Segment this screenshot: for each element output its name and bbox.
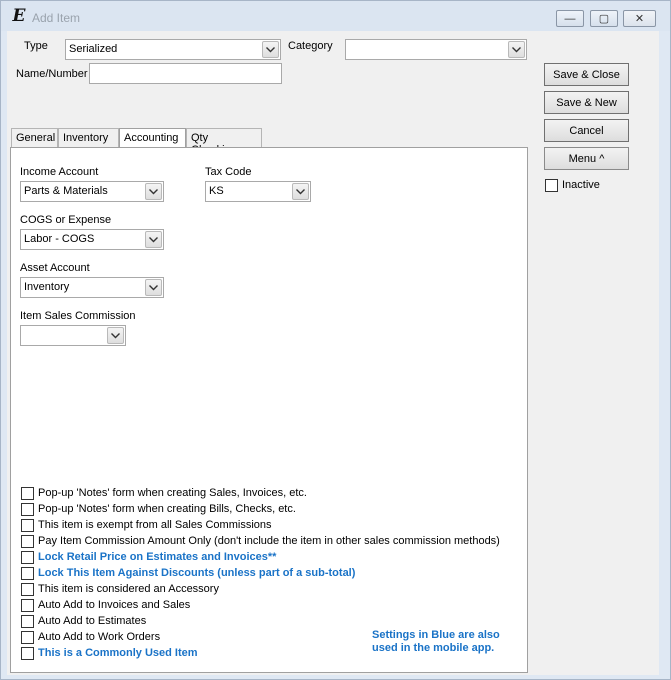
name-number-label: Name/Number [16,68,88,80]
option-checkbox[interactable] [21,567,34,580]
item-sales-commission-select[interactable] [20,325,126,346]
mobile-settings-note [372,629,532,655]
option-label: This item is considered an Accessory [38,583,219,595]
option-checkbox[interactable] [21,583,34,596]
chevron-down-icon[interactable] [508,41,525,58]
option-label: Auto Add to Work Orders [38,631,161,643]
mobile-note-line-1: Settings in Blue are also [372,629,500,641]
tax-code-select[interactable] [205,181,311,202]
type-select[interactable] [65,39,281,60]
option-label: Pop-up 'Notes' form when creating Bills, Checks, etc. [38,503,296,515]
option-label: Auto Add to Invoices and Sales [38,599,191,611]
item-sales-commission-label: Item Sales Commission [20,310,136,322]
minimize-icon: — [564,12,576,25]
cogs-expense-value: Labor - COGS [24,233,95,245]
option-checkbox[interactable] [21,631,34,644]
chevron-down-icon[interactable] [262,41,279,58]
type-select-value: Serialized [69,43,118,55]
option-label: This item is exempt from all Sales Commissions [38,519,272,531]
tab-general[interactable]: General [11,128,58,148]
option-checkbox[interactable] [21,599,34,612]
tab-accounting[interactable]: Accounting [119,128,186,149]
category-label: Category [288,40,333,52]
save-close-button[interactable]: Save & Close [544,63,629,86]
close-button[interactable] [623,10,656,27]
chevron-down-icon[interactable] [145,231,162,248]
option-checkbox[interactable] [21,535,34,548]
window-title: Add Item [32,11,81,25]
asset-account-select[interactable] [20,277,164,298]
inactive-label: Inactive [562,179,600,191]
option-checkbox[interactable] [21,615,34,628]
income-account-label: Income Account [20,166,99,178]
asset-account-label: Asset Account [20,262,90,274]
option-label-mobile: Lock Retail Price on Estimates and Invoices** [38,551,277,563]
cancel-button[interactable]: Cancel [544,119,629,142]
name-number-input[interactable] [89,63,282,84]
option-label: Pay Item Commission Amount Only (don't include the item in other sales commission methods) [38,535,500,547]
option-checkbox[interactable] [21,519,34,532]
type-label: Type [24,40,48,52]
app-logo-icon: E [12,6,26,26]
tax-code-value: KS [209,185,224,197]
chevron-down-icon[interactable] [145,279,162,296]
option-label-mobile: Lock This Item Against Discounts (unless part of a sub-total) [38,567,356,579]
cogs-expense-select[interactable] [20,229,164,250]
maximize-button[interactable] [590,10,618,27]
maximize-icon: ▢ [598,13,610,25]
menu-button[interactable]: Menu ^ [544,147,629,170]
option-label-mobile: This is a Commonly Used Item [38,647,198,659]
category-select[interactable] [345,39,527,60]
chevron-down-icon[interactable] [145,183,162,200]
income-account-value: Parts & Materials [24,185,108,197]
option-label: Auto Add to Estimates [38,615,147,627]
save-new-button[interactable]: Save & New [544,91,629,114]
income-account-select[interactable] [20,181,164,202]
tab-inventory[interactable]: Inventory [58,128,119,148]
option-checkbox[interactable] [21,487,34,500]
asset-account-value: Inventory [24,281,70,293]
chevron-down-icon[interactable] [292,183,309,200]
tab-qty-checking[interactable]: Qty [186,128,262,148]
option-checkbox[interactable] [21,503,34,516]
title-bar[interactable] [1,1,670,31]
option-label: Pop-up 'Notes' form when creating Sales, Invoices, etc. [38,487,307,499]
form-client-area [7,31,659,675]
minimize-button[interactable] [556,10,584,27]
accounting-tab-panel [10,147,528,673]
mobile-note-line-2: used in the mobile app. [372,642,495,654]
option-checkbox[interactable] [21,551,34,564]
chevron-down-icon[interactable] [107,327,124,344]
cogs-expense-label: COGS or Expense [20,214,112,226]
inactive-checkbox[interactable] [545,179,558,192]
option-checkbox[interactable] [21,647,34,660]
tax-code-label: Tax Code [205,166,252,178]
close-icon: ✕ [634,13,645,25]
